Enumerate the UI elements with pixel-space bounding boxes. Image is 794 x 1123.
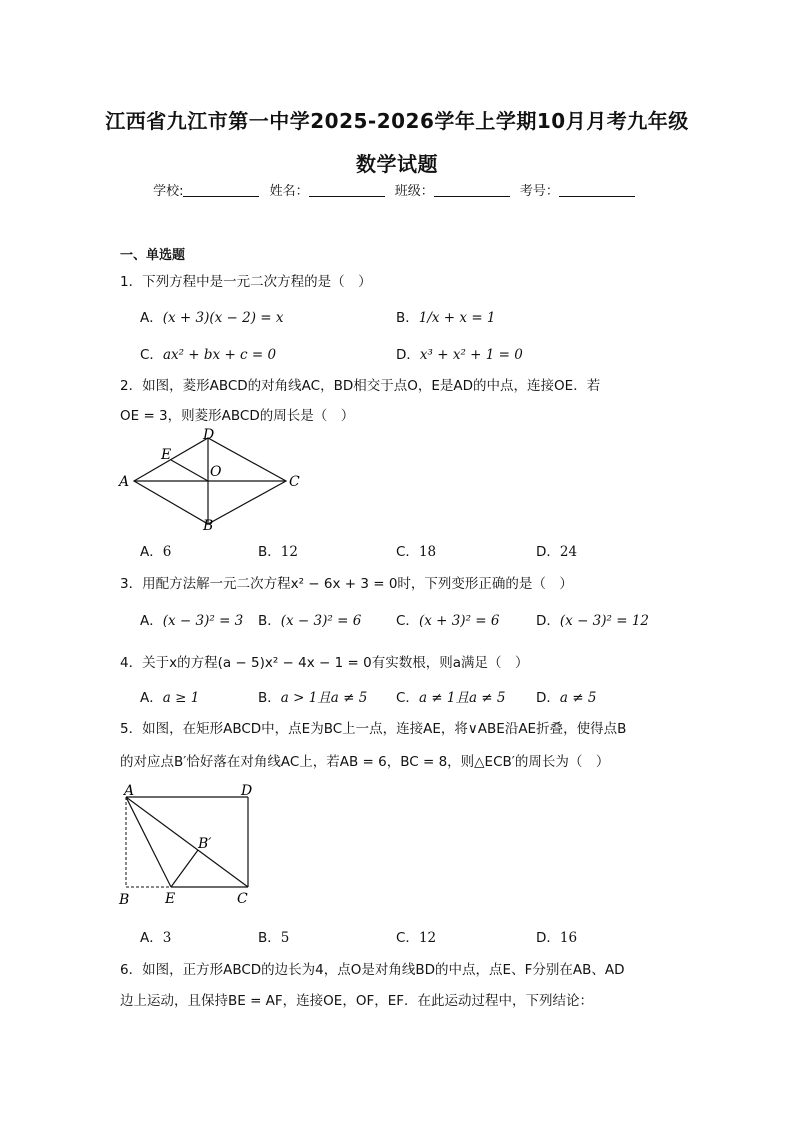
q1-stem: 1．下列方程中是一元二次方程的是（ ） bbox=[120, 274, 372, 290]
school-blank[interactable] bbox=[183, 184, 259, 197]
student-info-row bbox=[0, 180, 794, 199]
q2-option-a: A．6 bbox=[140, 544, 172, 560]
exam-subtitle: 数学试题 bbox=[356, 152, 438, 176]
label-b: B bbox=[203, 518, 214, 532]
class-label: 班级： bbox=[394, 184, 434, 199]
q4-option-d: D．a ≠ 5 bbox=[536, 690, 597, 706]
q2-option-d: D．24 bbox=[536, 544, 578, 560]
school-label: 学校: bbox=[153, 184, 184, 199]
label-b-prime: B′ bbox=[198, 836, 212, 852]
label-c: C bbox=[289, 474, 300, 490]
q2-stem-line1: 2．如图，菱形ABCD的对角线AC，BD相交于点O，E是AD的中点，连接OE．若 bbox=[120, 378, 601, 394]
q5-option-a: A．3 bbox=[140, 930, 172, 946]
q4-stem: 4．关于x的方程(a − 5)x² − 4x − 1 = 0有实数根，则a满足（ ） bbox=[120, 655, 529, 671]
name-label: 姓名： bbox=[269, 184, 309, 199]
number-label: 考号： bbox=[519, 184, 559, 199]
diagonal-ac bbox=[126, 797, 248, 887]
label-a: A bbox=[124, 783, 135, 799]
q5-option-b: B．5 bbox=[258, 930, 290, 946]
label-a: A bbox=[119, 474, 130, 490]
label-c: C bbox=[237, 891, 248, 907]
q1-option-a: A．(x + 3)(x − 2) = x bbox=[140, 310, 284, 326]
section-heading: 一、单选题 bbox=[120, 248, 186, 263]
q4-option-a: A．a ≥ 1 bbox=[140, 690, 200, 706]
name-blank[interactable] bbox=[309, 184, 385, 197]
class-blank[interactable] bbox=[434, 184, 510, 197]
rhombus-figure bbox=[112, 426, 312, 532]
q5-stem-line1: 5．如图，在矩形ABCD中，点E为BC上一点，连接AE，将∨ABE沿AE折叠，使得点B bbox=[120, 721, 627, 737]
q3-option-c: C．(x + 3)² = 6 bbox=[396, 613, 500, 629]
fold-line-ae bbox=[126, 797, 171, 887]
rectangle-figure bbox=[114, 780, 264, 910]
q2-option-b: B．12 bbox=[258, 544, 298, 560]
q3-stem: 3．用配方法解一元二次方程x² − 6x + 3 = 0时，下列变形正确的是（ ） bbox=[120, 576, 573, 592]
q6-stem-line1: 6．如图，正方形ABCD的边长为4，点O是对角线BD的中点，点E、F分别在AB、AD bbox=[120, 962, 625, 978]
q5-option-c: C．12 bbox=[396, 930, 437, 946]
q1-option-d: D．x³ + x² + 1 = 0 bbox=[396, 347, 523, 363]
label-d: D bbox=[203, 427, 215, 443]
label-e: E bbox=[161, 447, 172, 463]
q3-option-d: D．(x − 3)² = 12 bbox=[536, 613, 650, 629]
q6-stem-line2: 边上运动，且保持BE = AF，连接OE，OF，EF．在此运动过程中，下列结论： bbox=[120, 993, 594, 1009]
label-d: D bbox=[241, 783, 253, 799]
segment-eb1 bbox=[171, 850, 198, 887]
q2-stem-line2: OE = 3，则菱形ABCD的周长是（ ） bbox=[120, 408, 355, 424]
q4-option-b: B．a > 1且a ≠ 5 bbox=[258, 690, 368, 706]
label-e: E bbox=[165, 891, 176, 907]
segment-oe bbox=[171, 460, 208, 481]
q3-option-a: A．(x − 3)² = 3 bbox=[140, 613, 244, 629]
q1-option-b: B．1/x + x = 1 bbox=[396, 310, 496, 326]
q3-option-b: B．(x − 3)² = 6 bbox=[258, 613, 362, 629]
q1-option-c: C．ax² + bx + c = 0 bbox=[140, 347, 277, 363]
number-blank[interactable] bbox=[559, 184, 635, 197]
q5-stem-line2: 的对应点B′恰好落在对角线AC上，若AB = 6，BC = 8，则△ECB′的周长为（ ） bbox=[120, 754, 610, 770]
q4-option-c: C．a ≠ 1且a ≠ 5 bbox=[396, 690, 506, 706]
label-b: B bbox=[119, 892, 130, 908]
q5-option-d: D．16 bbox=[536, 930, 578, 946]
exam-title: 江西省九江市第一中学2025-2026学年上学期10月月考九年级 bbox=[105, 109, 689, 133]
q2-option-c: C．18 bbox=[396, 544, 437, 560]
label-o: O bbox=[210, 464, 222, 480]
